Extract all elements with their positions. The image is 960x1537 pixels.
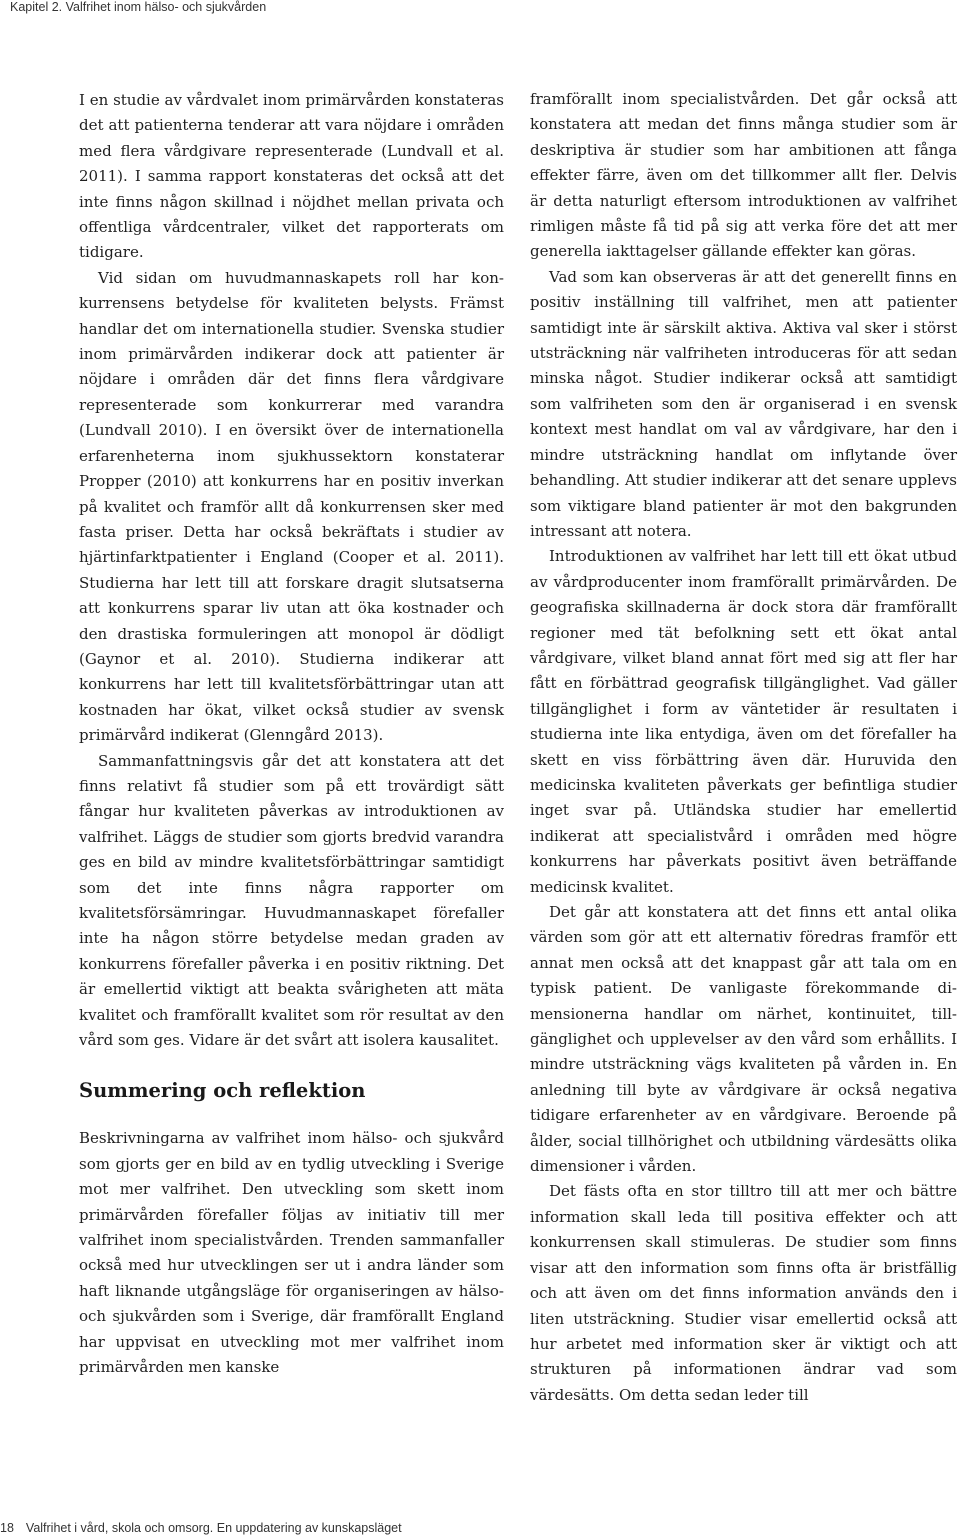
body-paragraph: Det går att konstatera att det finns ett antal olika värden som gör att ett alternativ föredras framför ett annat men också att det knappast går att tala om en typisk patient. De vanligaste förekommande dimensionerna handlar om närhet, kontinuitet, tillgänglighet och upplevelser av den vård som erhållits. I mindre utsträckning vägs kvaliteten på vården in. En anledning till byte av vårdgivare är också negativa tidigare erfarenheter av en vårdgivare. Beroende på ålder, social tillhörighet och utbildning värdesätts olika dimensioner i vården. — [530, 903, 957, 1176]
body-paragraph: Vad som kan observeras är att det generellt finns en positiv inställning till valfrihet, men att patienter samtidigt inte är särskilt aktiva. Aktiva val sker i störst utsträckning när valfriheten introduceras för att sedan minska något. Studier indikerar också att samtidigt som valfriheten som den är organiserad i en svensk kontext mest handlat om val av vårdgivare, har den i mindre utsträckning handlat om inflytande över behandling. Att studier indikerar att det senare upplevs som viktigare bland patienter är mot den bakgrunden intressant att notera. — [530, 267, 957, 540]
section-heading: Summering och reflektion — [79, 1079, 366, 1103]
left-column — [79, 88, 504, 1381]
body-paragraph: Vid sidan om huvudmannaskapets roll har konkurrensens betydelse för kvaliteten belysts. Främst handlar det om internationella studier. Svenska studier inom primärvården indikerar dock att patienter är nöjdare i områden där det finns flera vårdgivare representerade som konkurrerar med varandra (Lundvall 2010). I en översikt över de internationella erfarenheterna inom sjukhussektorn konstaterar Propper (2010) att konkurrens har en positiv inverkan på kvalitet och framför allt då konkurrensen sker med fasta priser. Detta har också bekräftats i studier av hjärtinfarktpatienter i England (Cooper et al. 2011). Studierna har lett till att forskare dragit slutsatserna att konkurrens sparar liv utan att öka kostnader och den drastiska formuleringen att monopol är dödligt (Gaynor et al. 2010). Studierna indikerar att konkurrens har lett till kvalitetsförbättringar utan att kostnaden har ökat, vilket också studier av svensk primärvård indikerat (Glenngård 2013). — [79, 268, 504, 745]
publication-title: Valfrihet i vård, skola och omsorg. En uppdatering av kunskapsläget — [25, 1521, 402, 1535]
body-paragraph: Introduktionen av valfrihet har lett till ett ökat utbud av vårdproducenter inom framförallt primärvården. De geografiska skillnaderna är dock stora där framförallt regioner med tät befolkning sett ett ökat antal vårdgivare, vilket bland annat fört med sig att fler har fått en förbättrad geografisk tillgänglighet. Vad gäller tillgänglighet i form av väntetider är resultaten i studierna inte lika entydiga, även om det förefaller ha skett en viss förbättring även där. Huruvida den medicinska kvaliteten påverkats ger befintliga studier inget svar på. Utländska studier har emellertid indikerat att specialistvård i områden med högre konkurrens har påverkats positivt även beträffande medicinsk kvalitet. — [530, 547, 957, 896]
page-footer — [0, 1521, 402, 1535]
body-paragraph: framförallt inom specialistvården. Det går också att konstatera att medan det finns många studier som är deskriptiva är studier som har ambitionen att fånga effekter färre, även om det tillkommer allt fler. Delvis är detta naturligt eftersom introduktionen av valfrihet rimligen måste få tid på sig att verka före det att mer generella iakttagelser gällande effekter kan göras. — [530, 90, 957, 261]
body-paragraph: Det fästs ofta en stor tilltro till att mer och bättre information skall leda till positiva effekter och att konkurrensen skall stimuleras. De studier som finns visar att den information som finns ofta är bristfällig och att även om det finns information används den i liten utsträckning. Studier visar emellertid också att hur arbetet med information sker är viktigt och att strukturen på informationen ändrar vad som värdesätts. Om detta sedan leder till — [530, 1182, 957, 1404]
body-paragraph: Beskrivningarna av valfrihet inom hälso- och sjukvård som gjorts ger en bild av en tydlig utveckling i Sverige mot mer valfrihet. Den utveckling som skett inom primärvården förefaller följas av initiativ till mer valfrihet inom specialistvården. Trenden sammanfaller också med hur utvecklingen ser ut i andra länder som haft liknande utgångsläge för organiseringen av hälso- och sjukvården som i Sverige, där framförallt England har uppvisat en utveckling mot mer valfrihet inom primärvården men kanske — [79, 1129, 504, 1377]
running-header: Kapitel 2. Valfrihet inom hälso- och sjukvården — [10, 0, 267, 14]
body-paragraph: Sammanfattningsvis går det att konstatera att det finns relativt få studier som på ett trovärdigt sätt fångar hur kvaliteten påverkas av introduktionen av valfrihet. Läggs de studier som gjorts bredvid varandra ges en bild av mindre kvalitetsförbättringar samtidigt som det inte finns några rapporter om kvalitetsförsämringar. Huvudmannaskapet förefaller inte ha någon större betydelse medan graden av konkurrens förefaller påverka i en positiv riktning. Det är emellertid viktigt att beakta svårigheten att mäta kvalitet och framförallt kvalitet som rör resultat av den vård som ges. Vidare är det svårt att isolera kausalitet. — [79, 751, 504, 1050]
page-number: 18 — [0, 1521, 14, 1535]
right-column — [530, 87, 957, 1408]
body-paragraph: I en studie av vårdvalet inom primärvården konstateras det att patienterna tenderar att vara nöjdare i områden med flera vårdgivare representerade (Lundvall et al. 2011). I samma rapport konstateras det också att det inte finns någon skillnad i nöjdhet mellan privata och offentliga vårdcentraler, vilket det rapporterats om tidigare. — [79, 91, 504, 262]
